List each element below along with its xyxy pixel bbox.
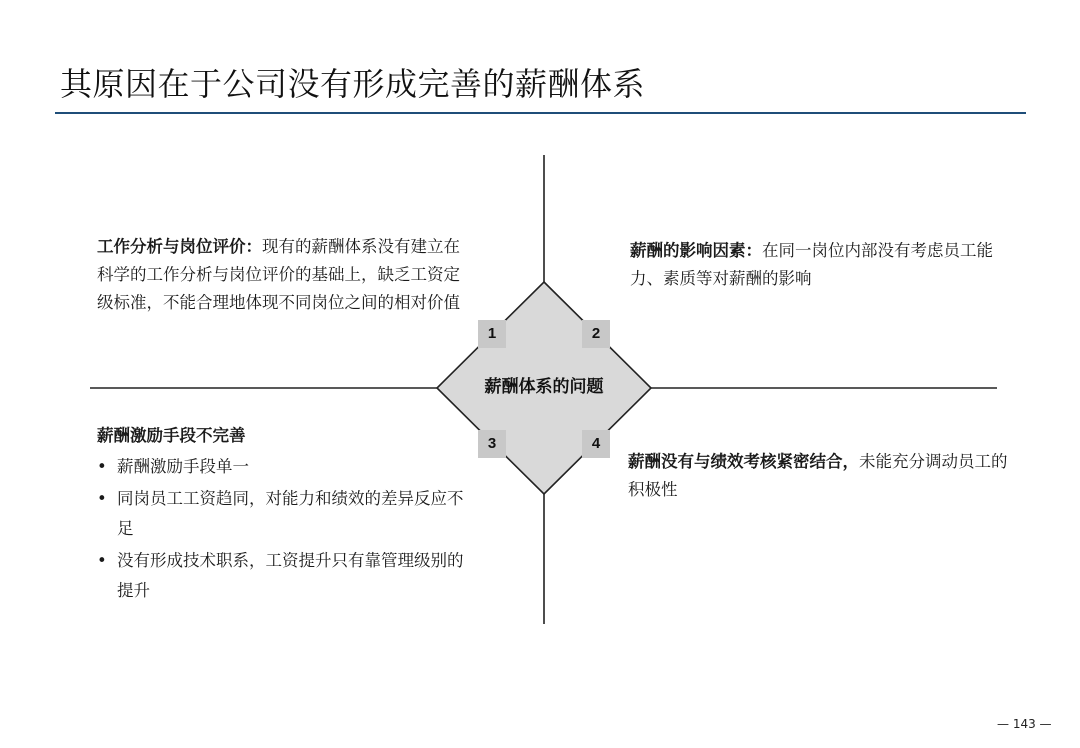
quadrant-4-body: 未能充分调动员工的积极性 [628,452,1008,499]
quadrant-2-heading: 薪酬的影响因素： [630,241,762,260]
quadrant-4-heading: 薪酬没有与绩效考核紧密结合， [628,452,859,471]
badge-1: 1 [478,320,506,348]
quadrant-2-text [630,237,1005,293]
quadrant-1-heading: 工作分析与岗位评价： [97,237,262,256]
page-title: 其原因在于公司没有形成完善的薪酬体系 [60,65,646,103]
quadrant-1-body: 现有的薪酬体系没有建立在科学的工作分析与岗位评价的基础上，缺乏工资定级标准，不能合理地体现不同岗位之间的相对价值 [97,237,460,312]
list-item: • 薪酬激励手段单一 [97,452,472,482]
list-item: • 没有形成技术职系，工资提升只有靠管理级别的提升 [97,546,472,606]
list-item: • 同岗员工工资趋同，对能力和绩效的差异反应不足 [97,484,472,544]
quadrant-3-text [97,422,472,608]
badge-4: 4 [582,430,610,458]
quadrant-1-text [97,233,467,317]
quadrant-3-bullet-list [97,452,472,606]
page-number: — 143 — [997,717,1052,731]
center-label: 薪酬体系的问题 [484,377,604,397]
quadrant-2-body: 在同一岗位内部没有考虑员工能力、素质等对薪酬的影响 [630,241,993,288]
badge-3: 3 [478,430,506,458]
badge-2: 2 [582,320,610,348]
quadrant-3-heading: 薪酬激励手段不完善 [97,426,246,445]
quadrant-4-text [628,448,1008,504]
